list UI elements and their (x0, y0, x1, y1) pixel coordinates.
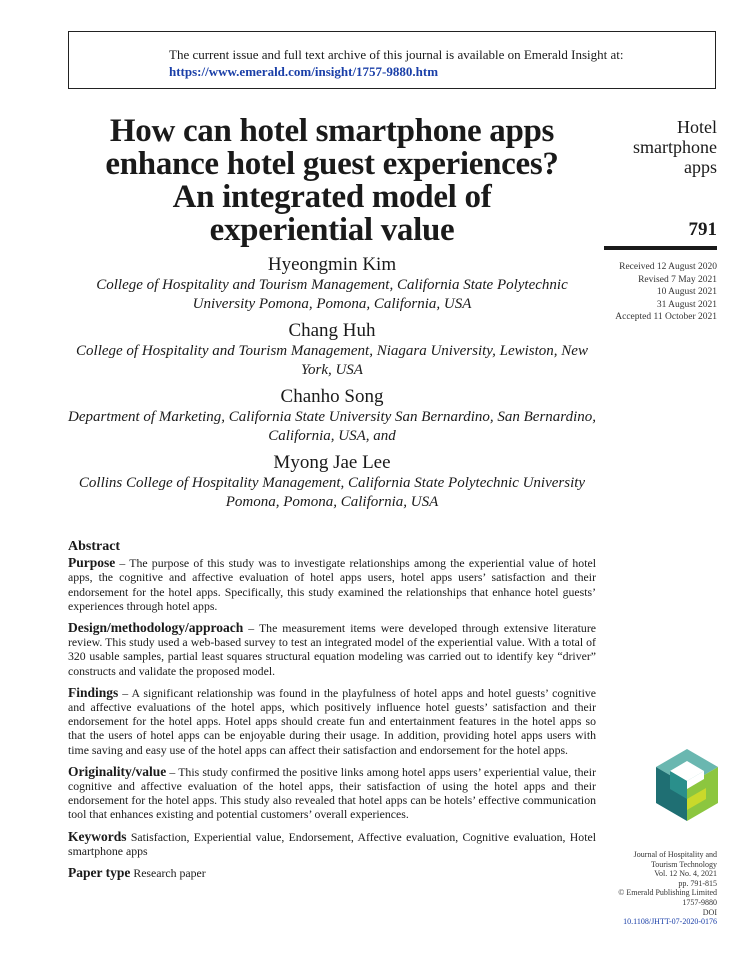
author-name: Chang Huh (288, 320, 376, 341)
submission-dates (615, 261, 717, 324)
date-line: 31 August 2021 (656, 299, 717, 310)
abstract-heading: Abstract (68, 539, 121, 554)
paper-type (68, 866, 596, 880)
paper-type-text: Research paper (130, 866, 206, 881)
section-text: – This study confirmed the positive links among hotel apps users’ experiential value, their cognitive and affective evaluation of the hotel apps, their satisfaction of using the hotel apps and their endorsement for the hotel apps. This study also revealed that hotel apps can be hotels’ effective communication tool that enhances existing and potential customers’ overall experiences. (68, 764, 596, 822)
running-title-line: smartphone (633, 137, 717, 157)
journal-line: pp. 791-815 (678, 878, 717, 888)
section-text: – A significant relationship was found in the playfulness of hotel apps and hotel guests’ cognitive and affective evaluations of the hotel apps, which positively influence hotel guests’ satisfaction and their endorsement for the hotel apps. Hotel apps should create fun and entertainment features in the hotel apps so that the users of hotel apps can be enjoyable during their usage. In addition, providing hotel apps users with time saving and easy use of the hotel apps can affect their satisfaction and endorsement for the hotel apps. (68, 685, 596, 757)
running-title (633, 117, 717, 177)
keywords-label: Keywords (68, 828, 127, 844)
title-line: An integrated model of (172, 179, 492, 215)
author-affiliation: College of Hospitality and Tourism Management, Niagara University, Lewiston, New York, USA (76, 343, 588, 378)
date-line: 10 August 2021 (656, 287, 717, 297)
journal-line: 1757-9880 (682, 897, 717, 907)
section-text: – The purpose of this study was to investigate relationships among the experiential value of hotel apps, the cognitive and affective evaluation of hotel apps users, hotel apps users’ satisfaction and their endorsement for the hotel apps. Specifically, this study examined the relationships that enhance hotel guests’ experiences through hotel apps. (68, 556, 596, 613)
journal-citation (618, 850, 717, 927)
journal-line: © Emerald Publishing Limited (618, 888, 717, 898)
doi-line (618, 908, 717, 927)
journal-line: Journal of Hospitality and (633, 850, 717, 859)
section-text: – The measurement items were developed through extensive literature review. This study used a web-based survey to test an integrated model of the experiential value. With a total of 320 usable samples, partial least squares structural equation modeling was carried out to identify key “driver” constructs and validate the proposed model. (68, 621, 596, 678)
side-divider (604, 246, 717, 250)
section-label: Design/methodology/approach (68, 620, 244, 636)
author-name: Chanho Song (280, 386, 384, 407)
author-affiliation: Collins College of Hospitality Management, California State Polytechnic University Pomona, Pomona, California, USA (78, 475, 586, 510)
author-list (68, 254, 596, 512)
paper-type-label: Paper type (68, 865, 131, 881)
abstract-originality (68, 765, 596, 822)
date-line: Accepted 11 October 2021 (615, 312, 717, 322)
abstract-design (68, 621, 596, 678)
section-label: Findings (68, 684, 119, 700)
section-label: Originality/value (68, 763, 167, 779)
page-number: 791 (688, 219, 717, 240)
abstract-purpose (68, 556, 596, 613)
title-line: enhance hotel guest experiences? (105, 146, 559, 182)
title-line: experiential value (209, 212, 455, 248)
doi-link[interactable]: 10.1108/JHTT-07-2020-0176 (623, 917, 717, 927)
abstract-findings (68, 686, 596, 757)
keywords (68, 830, 596, 858)
section-label: Purpose (68, 555, 116, 571)
date-line: Received 12 August 2020 (619, 262, 717, 272)
notice-text: The current issue and full text archive of this journal is available on Emerald Insight at: (169, 47, 624, 62)
journal-line: Tourism Technology (650, 859, 717, 869)
abstract (68, 540, 596, 888)
date-line: Revised 7 May 2021 (638, 274, 717, 285)
journal-line: Vol. 12 No. 4, 2021 (654, 869, 717, 879)
journal-archive-link[interactable]: https://www.emerald.com/insight/1757-9880.htm (169, 64, 439, 79)
doi-label: DOI (702, 907, 717, 917)
emerald-logo-icon (656, 749, 718, 821)
running-title-line: apps (684, 157, 717, 177)
author-name: Myong Jae Lee (273, 452, 391, 473)
author-name: Hyeongmin Kim (267, 254, 397, 275)
title-line: How can hotel smartphone apps (109, 113, 555, 149)
author-affiliation: Department of Marketing, California State University San Bernardino, San Bernardino, California, USA, and (68, 409, 597, 444)
author-affiliation: College of Hospitality and Tourism Management, California State Polytechnic University Pomona, Pomona, California, USA (96, 277, 568, 312)
journal-availability-notice (68, 31, 716, 89)
keywords-text: Satisfaction, Experiential value, Endorsement, Affective evaluation, Cognitive evaluation, Hotel smartphone apps (68, 829, 596, 858)
article-title (68, 115, 596, 247)
running-title-line: Hotel (677, 117, 717, 137)
